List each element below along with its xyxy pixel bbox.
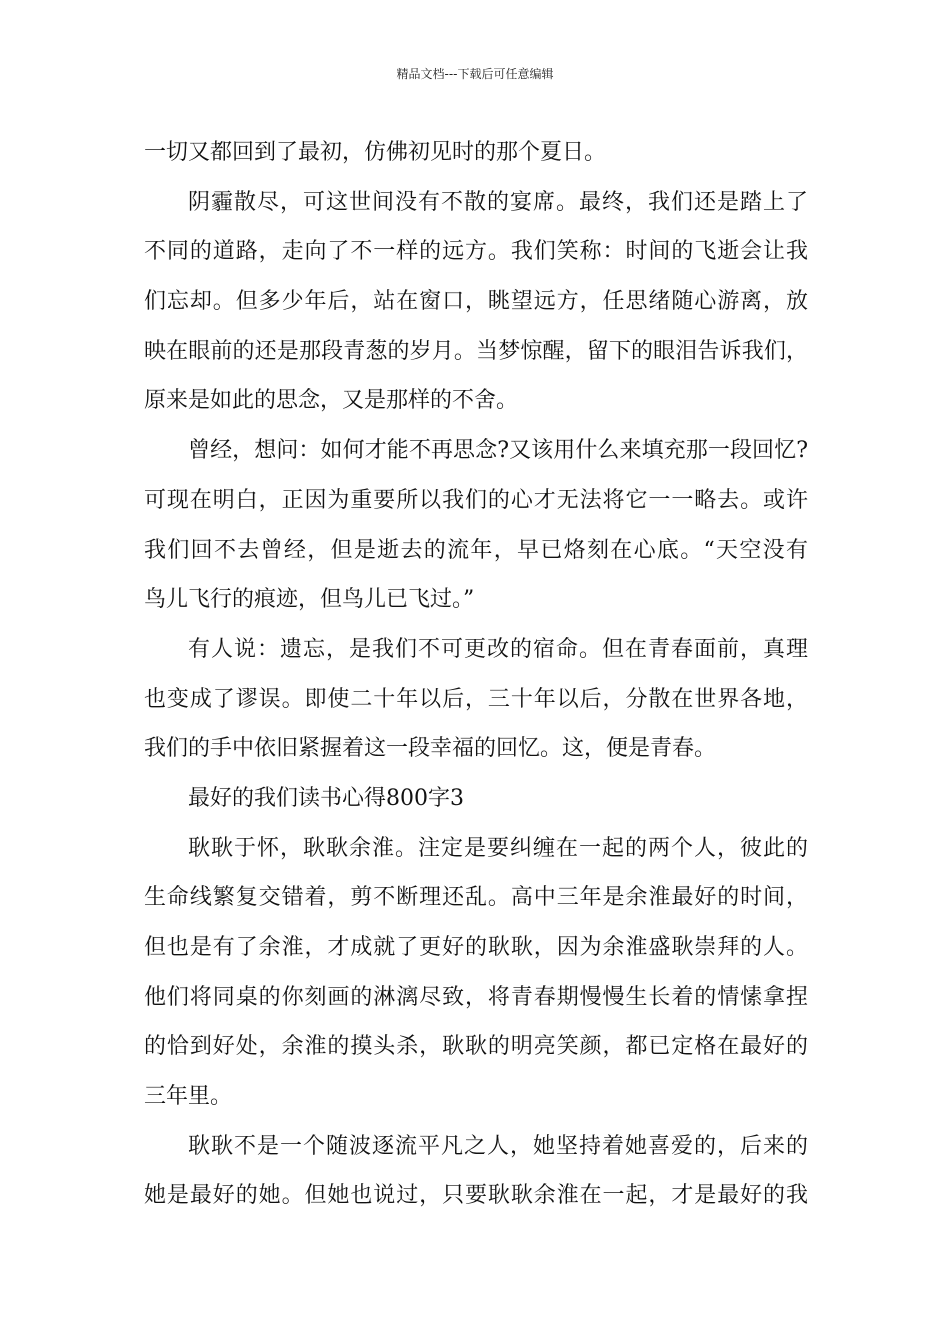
text-line: 但也是有了余淮，才成就了更好的耿耿，因为余淮盛耿崇拜的人。 (144, 935, 808, 960)
text-line: 耿耿不是一个随波逐流平凡之人，她坚持着她喜爱的，后来的 (188, 1133, 808, 1159)
section-heading: 最好的我们读书心得800字3 (188, 785, 464, 811)
text-line: 生命线繁复交错着，剪不断理还乱。高中三年是余淮最好的时间， (144, 885, 808, 911)
text-line: 们忘却。但多少年后，站在窗口，眺望远方，任思绪随心游离，放 (144, 289, 808, 315)
text-line: 也变成了谬误。即使二十年以后，三十年以后，分散在世界各地， (144, 686, 808, 712)
text-line: 原来是如此的思念，又是那样的不舍。 (144, 388, 519, 414)
text-line: 三年里。 (144, 1084, 233, 1110)
text-line: 她是最好的她。但她也说过，只要耿耿余淮在一起，才是最好的我 (144, 1183, 808, 1209)
text-line: 一切又都回到了最初，仿佛初见时的那个夏日。 (144, 140, 607, 165)
text-line: 我们的手中依旧紧握着这一段幸福的回忆。这，便是青春。 (144, 736, 717, 762)
text-line: 的恰到好处，余淮的摸头杀，耿耿的明亮笑颜，都已定格在最好的 (144, 1034, 808, 1060)
text-line: 映在眼前的还是那段青葱的岁月。当梦惊醒，留下的眼泪告诉我们， (144, 338, 808, 364)
text-line: 我们回不去曾经，但是逝去的流年，早已烙刻在心底。“天空没有 (144, 537, 808, 563)
text-line: 他们将同桌的你刻画的淋漓尽致，将青春期慢慢生长着的情愫拿捏 (144, 984, 808, 1010)
text-line: 有人说：遗忘，是我们不可更改的宿命。但在青春面前，真理 (188, 636, 808, 662)
text-line: 可现在明白，正因为重要所以我们的心才无法将它一一略去。或许 (144, 487, 808, 513)
text-line: 耿耿于怀，耿耿余淮。注定是要纠缠在一起的两个人，彼此的 (188, 835, 808, 861)
text-line: 阴霾散尽，可这世间没有不散的宴席。最终，我们还是踏上了 (188, 189, 808, 215)
text-line: 鸟儿飞行的痕迹，但鸟儿已飞过。” (144, 587, 475, 613)
text-line: 不同的道路，走向了不一样的远方。我们笑称：时间的飞逝会让我 (144, 239, 808, 265)
body-text (144, 128, 808, 1221)
page-header: 精品文档---下载后可任意编辑 (396, 67, 554, 81)
text-line: 曾经，想问：如何才能不再思念?又该用什么来填充那一段回忆? (188, 438, 808, 464)
